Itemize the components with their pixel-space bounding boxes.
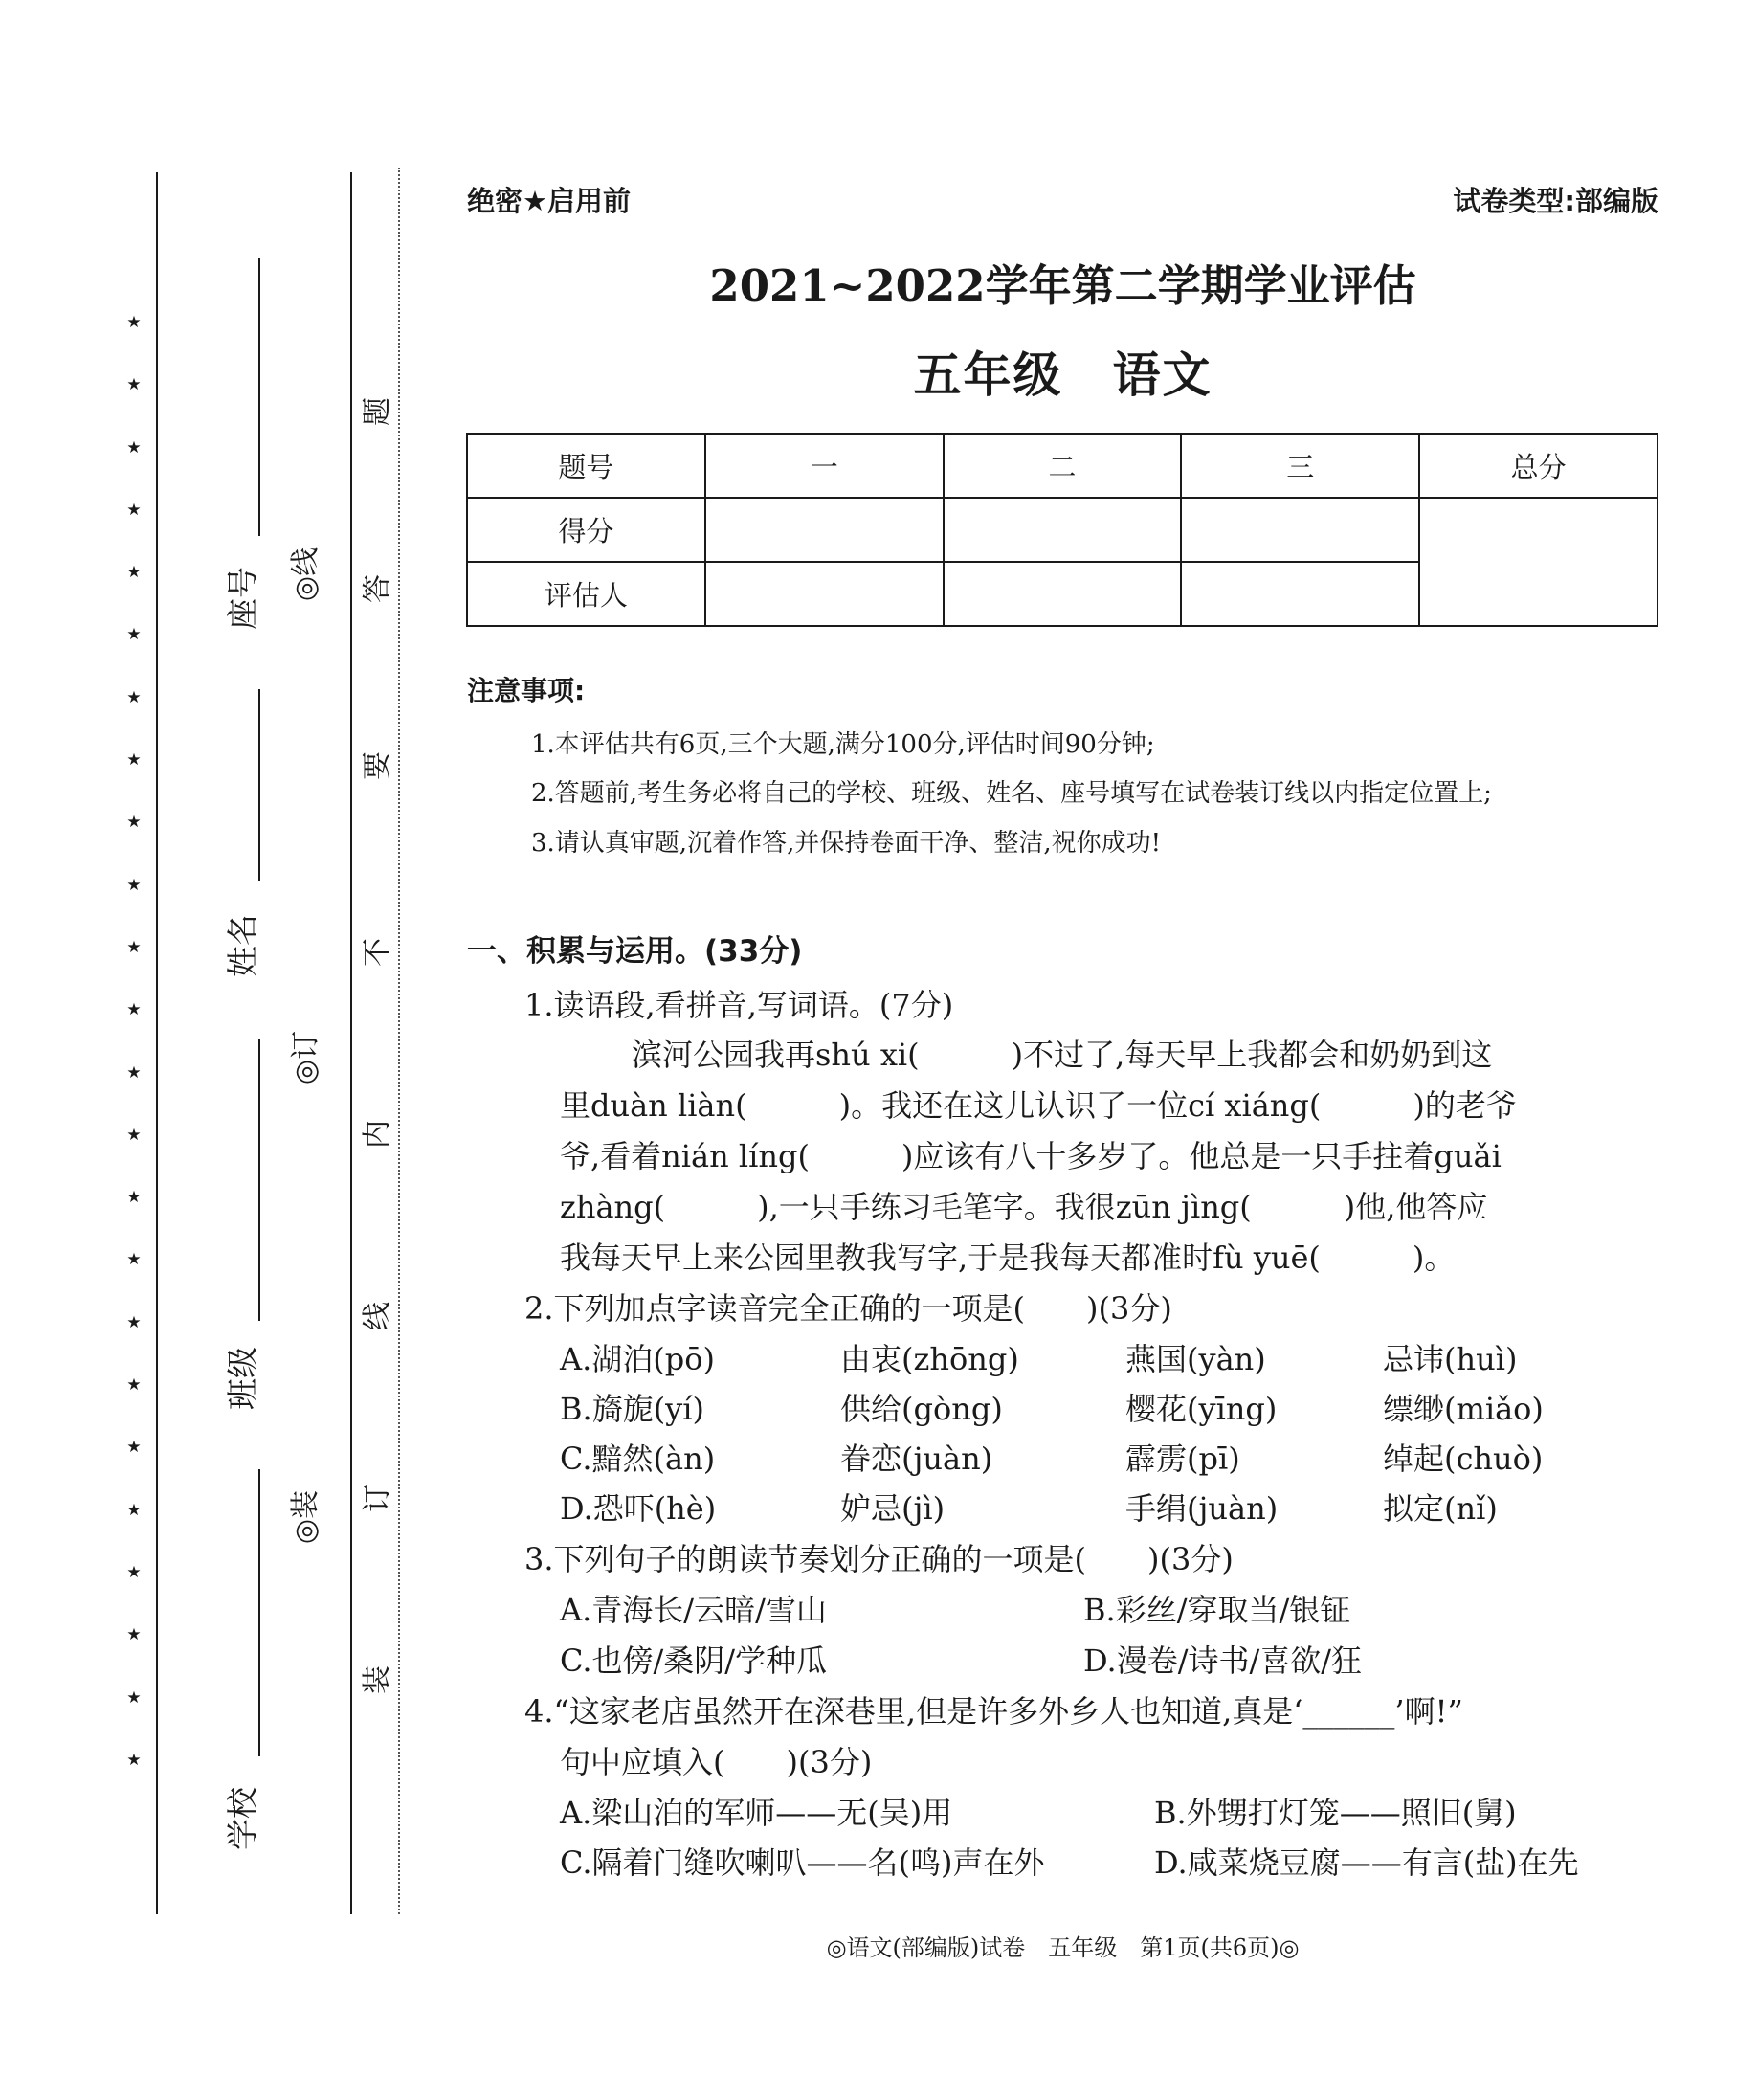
star-icon: ★ (126, 1687, 142, 1708)
page-footer: ◎语文(部编版)试卷 五年级 第1页(共6页)◎ (826, 1934, 1300, 1961)
warning-char: 题 (361, 397, 394, 426)
class-label: 班级 (224, 1347, 261, 1410)
star-icon: ★ (126, 1375, 142, 1396)
seat-number-label: 座号 (224, 567, 261, 630)
option: 眷恋(juàn) (840, 1441, 993, 1477)
cut-mark-line: ◎线 (289, 547, 323, 602)
question-stem: 4.“这家老店虽然开在深巷里,但是许多外乡人也知道,真是‘______’啊!” (524, 1693, 1463, 1730)
warning-char: 线 (361, 1302, 394, 1330)
warning-char: 答 (361, 574, 394, 603)
option: 忌讳(huì) (1383, 1341, 1518, 1377)
option: 樱花(yīng) (1125, 1391, 1278, 1427)
star-icon: ★ (126, 375, 142, 395)
notes-title: 注意事项: (467, 675, 586, 706)
option: 燕国(yàn) (1125, 1341, 1266, 1377)
option[interactable]: A.湖泊(pō) (560, 1341, 716, 1377)
q1-paragraph-line: 我每天早上来公园里教我写字,于是我每天都准时fù yuē( )。 (560, 1240, 1456, 1276)
star-icon: ★ (126, 1438, 142, 1458)
option[interactable]: A.青海长/云暗/雪山 (560, 1592, 827, 1628)
option: 绰起(chuò) (1383, 1441, 1544, 1477)
star-icon: ★ (126, 1000, 142, 1020)
question-stem: 3.下列句子的朗读节奏划分正确的一项是( )(3分) (524, 1541, 1234, 1577)
confidential-label: 绝密★启用前 (467, 185, 631, 217)
option[interactable]: D.恐吓(hè) (560, 1490, 717, 1527)
option[interactable]: A.梁山泊的军师——无(吴)用 (560, 1795, 953, 1831)
option[interactable]: B.彩丝/穿取当/银钲 (1083, 1592, 1351, 1628)
star-icon: ★ (126, 1312, 142, 1332)
warning-char: 要 (361, 751, 394, 780)
star-icon: ★ (126, 1750, 142, 1770)
score-table-header-cell: 一 (705, 434, 944, 498)
total-score-cell[interactable] (1419, 498, 1658, 626)
option[interactable]: B.外甥打灯笼——照旧(舅) (1154, 1795, 1517, 1831)
option: 妒忌(jì) (840, 1490, 946, 1527)
warning-char: 不 (361, 938, 394, 967)
page-title: 2021~2022学年第二学期学业评估 (709, 260, 1416, 311)
score-row-label: 评估人 (467, 562, 705, 626)
star-icon: ★ (126, 437, 142, 458)
seat-number-field[interactable] (258, 258, 260, 536)
note-item: 3.请认真审题,沉着作答,并保持卷面干净、整洁,祝你成功! (531, 829, 1162, 858)
score-cell[interactable] (705, 498, 944, 562)
option: 手绢(juàn) (1125, 1490, 1279, 1527)
q1-paragraph-line: 滨河公园我再shú xi( )不过了,每天早上我都会和奶奶到这 (632, 1037, 1493, 1073)
exam-type-label: 试卷类型:部编版 (1453, 185, 1658, 217)
score-row-label: 得分 (467, 498, 705, 562)
name-label: 姓名 (224, 914, 261, 977)
score-table-header-cell: 总分 (1419, 434, 1658, 498)
score-table (466, 433, 1658, 627)
cut-mark-zhuang: ◎装 (289, 1489, 323, 1545)
binding-dotted-line (398, 168, 400, 1914)
question-stem: 1.读语段,看拼音,写词语。(7分) (524, 987, 954, 1023)
option[interactable]: D.漫卷/诗书/喜欲/狂 (1083, 1642, 1363, 1679)
option: 拟定(nǐ) (1383, 1490, 1498, 1527)
page-subtitle: 五年级 语文 (913, 346, 1213, 403)
score-table-header-cell: 三 (1181, 434, 1419, 498)
option: 缥缈(miǎo) (1383, 1391, 1544, 1427)
star-icon: ★ (126, 813, 142, 833)
binding-outer-line (156, 172, 158, 1914)
star-icon: ★ (126, 563, 142, 583)
question-stem: 2.下列加点字读音完全正确的一项是( )(3分) (524, 1290, 1172, 1327)
star-icon: ★ (126, 1062, 142, 1083)
star-icon: ★ (126, 1562, 142, 1582)
school-label: 学校 (224, 1787, 261, 1850)
warning-char: 内 (361, 1120, 394, 1149)
star-icon: ★ (126, 1250, 142, 1270)
cut-mark-ding: ◎订 (289, 1030, 323, 1085)
q1-paragraph-line: zhàng( ),一只手练习毛笔字。我很zūn jìng( )他,他答应 (560, 1189, 1488, 1225)
star-icon: ★ (126, 937, 142, 957)
option: 由衷(zhōng) (840, 1341, 1019, 1377)
score-table-header-row (467, 434, 1658, 498)
section-title: 一、积累与运用。(33分) (467, 934, 803, 969)
q1-paragraph-line: 里duàn liàn( )。我还在这儿认识了一位cí xiáng( )的老爷 (560, 1087, 1517, 1124)
star-icon: ★ (126, 875, 142, 895)
star-icon: ★ (126, 1500, 142, 1520)
star-icon: ★ (126, 687, 142, 707)
star-icon: ★ (126, 1625, 142, 1645)
score-table-header-cell: 题号 (467, 434, 705, 498)
star-icon: ★ (126, 625, 142, 645)
class-field[interactable] (258, 1039, 260, 1321)
score-cell[interactable] (1181, 498, 1419, 562)
option: 供给(gòng) (840, 1391, 1003, 1427)
option[interactable]: C.隔着门缝吹喇叭——名(鸣)声在外 (560, 1844, 1045, 1881)
option[interactable]: D.咸菜烧豆腐——有言(盐)在先 (1154, 1844, 1579, 1881)
warning-char: 装 (361, 1665, 394, 1694)
q1-paragraph-line: 爷,看着nián líng( )应该有八十多岁了。他总是一只手拄着guǎi (560, 1138, 1502, 1174)
question-stem-continued: 句中应填入( )(3分) (560, 1744, 873, 1780)
star-icon: ★ (126, 1188, 142, 1208)
binding-inner-line (350, 172, 352, 1914)
score-cell[interactable] (944, 498, 1182, 562)
grader-cell[interactable] (1181, 562, 1419, 626)
option: 霹雳(pī) (1125, 1441, 1240, 1477)
note-item: 2.答题前,考生务必将自己的学校、班级、姓名、座号填写在试卷装订线以内指定位置上; (531, 779, 1492, 808)
note-item: 1.本评估共有6页,三个大题,满分100分,评估时间90分钟; (531, 730, 1155, 759)
grader-cell[interactable] (705, 562, 944, 626)
star-icon: ★ (126, 500, 142, 520)
option[interactable]: B.旖旎(yí) (560, 1391, 704, 1427)
school-field[interactable] (258, 1469, 260, 1756)
grader-cell[interactable] (944, 562, 1182, 626)
score-table-header-cell: 二 (944, 434, 1182, 498)
option[interactable]: C.黯然(àn) (560, 1441, 716, 1477)
binding-stars (122, 311, 145, 1811)
star-icon: ★ (126, 313, 142, 332)
star-icon: ★ (126, 750, 142, 771)
warning-char: 订 (361, 1484, 394, 1512)
score-table-row (467, 498, 1658, 562)
name-field[interactable] (258, 689, 260, 881)
star-icon: ★ (126, 1125, 142, 1145)
option[interactable]: C.也傍/桑阴/学种瓜 (560, 1642, 828, 1679)
